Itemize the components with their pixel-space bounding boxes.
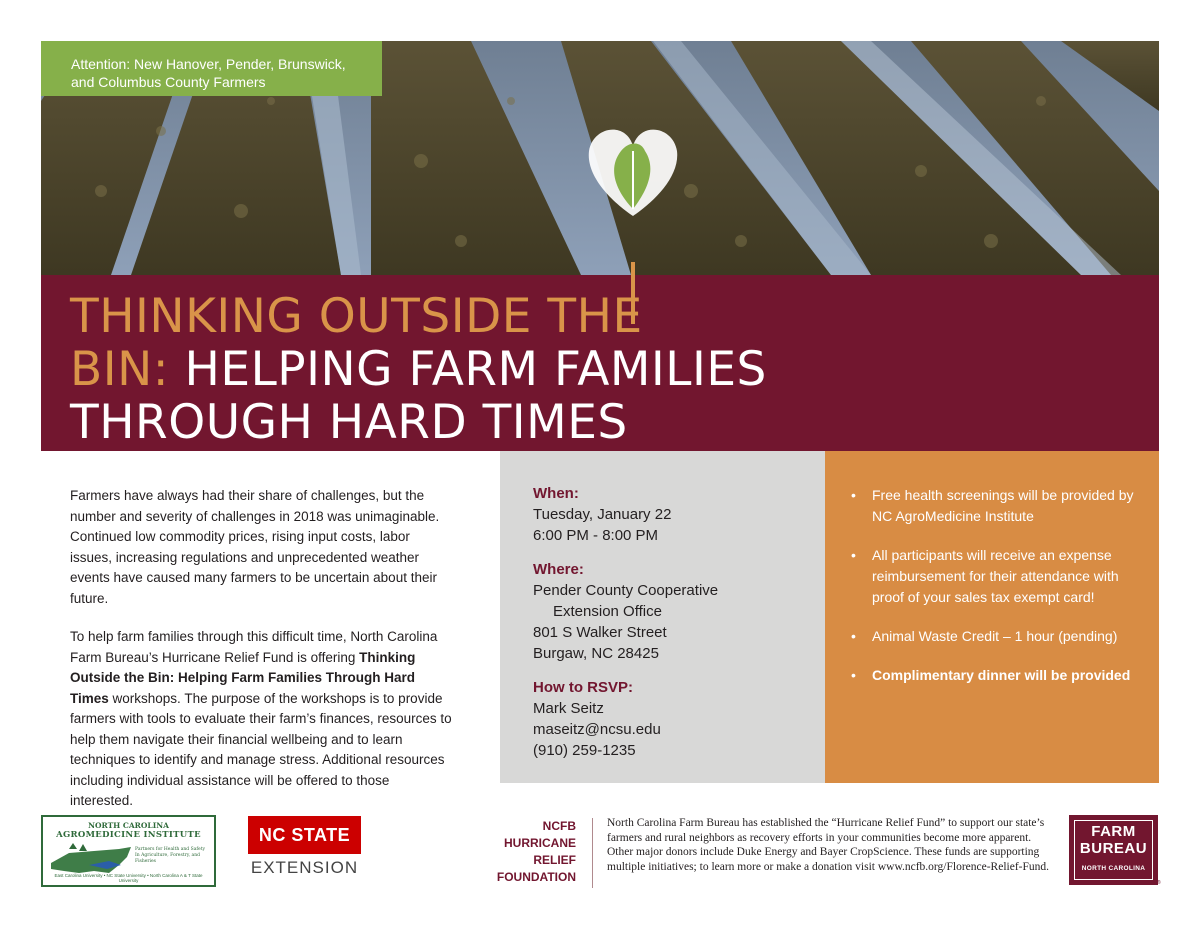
attention-line-1: Attention: New Hanover, Pender, Brunswick,	[71, 56, 346, 72]
agro-universities: East Carolina University • NC State University • North Carolina A & T State University	[54, 873, 203, 883]
where-line-3: 801 S Walker Street	[533, 624, 667, 641]
where-line-1: Pender County Cooperative	[533, 582, 719, 599]
highlight-text: Complimentary dinner will be provided	[872, 667, 1131, 683]
agro-line-2: AGROMEDICINE INSTITUTE	[56, 830, 201, 840]
footer-divider	[592, 818, 593, 888]
rsvp-phone[interactable]: (910) 259-1235	[533, 742, 636, 759]
bullet-icon: •	[851, 547, 856, 563]
ncstate-logo: NC STATE	[248, 816, 361, 854]
list-item	[851, 485, 1135, 527]
farm-bureau-logo	[1069, 815, 1158, 885]
intro-p2-start: To help farm families through this difficult time, North Carolina Farm Bureau’s Hurricane Relief Fund is offering	[70, 629, 438, 665]
intro-p2-bold: Thinking Outside the Bin: Helping Farm Families Through Hard Times	[70, 649, 416, 706]
title-line-2-orange: BIN:	[70, 342, 170, 397]
title-line-2	[70, 343, 767, 396]
where-label: Where:	[533, 561, 584, 578]
highlights-box	[825, 451, 1159, 783]
when-time: 6:00 PM - 8:00 PM	[533, 527, 659, 544]
bullet-icon: •	[851, 628, 856, 644]
rsvp-name: Mark Seitz	[533, 700, 604, 717]
when-date: Tuesday, January 22	[533, 506, 672, 523]
highlight-text: Free health screenings will be provided by NC AgroMedicine Institute	[872, 487, 1134, 524]
where-block	[533, 560, 825, 664]
bullet-icon: •	[851, 667, 856, 683]
title-line-1: THINKING OUTSIDE THE	[70, 289, 643, 344]
list-item	[851, 665, 1135, 686]
bullet-icon: •	[851, 487, 856, 503]
attention-line-2: and Columbus County Farmers	[71, 74, 266, 90]
agromedicine-logo	[41, 815, 216, 887]
highlight-text: All participants will receive an expense reimbursement for their attendance with proof of your sales tax exempt card!	[872, 547, 1119, 605]
rsvp-email[interactable]: maseitz@ncsu.edu	[533, 721, 661, 738]
attention-banner	[41, 41, 382, 96]
ncstate-extension-label: EXTENSION	[250, 858, 359, 877]
intro-text	[70, 486, 452, 812]
list-item	[851, 626, 1135, 647]
ncfb-line: FOUNDATION	[496, 870, 576, 884]
intro-paragraph-1: Farmers have always had their share of challenges, but the number and severity of challenges in 2018 was unimaginable. Continued low commodity prices, rising input costs, labor issues, increasing regulations and unprecedented weather events have caused many farmers to be uncertain about their future.	[70, 488, 440, 606]
nc-map-icon	[49, 843, 133, 877]
title-line-3: THROUGH HARD TIMES	[70, 395, 628, 450]
fb-line-2: BUREAU	[1079, 840, 1148, 857]
title-line-2-white: HELPING FARM FAMILIES	[169, 342, 767, 397]
ncfb-line: NCFB	[542, 819, 576, 833]
rsvp-block	[533, 678, 825, 761]
list-item	[851, 545, 1135, 608]
agro-line-1: NORTH CAROLINA	[88, 821, 169, 830]
page-title	[70, 290, 767, 449]
relief-fund-disclaimer: North Carolina Farm Bureau has established the “Hurricane Relief Fund” to support our state’s farmers and rural neighbors as recovery efforts in your communities become more apparent. Other major donors include Duke Energy and Bayer CropScience. These funds are supporting multiple initiatives; to learn more or make a donation visit www.ncfb.org/Florence-Relief-Fund.	[607, 817, 1050, 873]
where-line-4: Burgaw, NC 28425	[533, 645, 659, 662]
when-block	[533, 484, 825, 546]
rsvp-label: How to RSVP:	[533, 679, 633, 696]
intro-p2-end: workshops. The purpose of the workshops is to provide farmers with tools to evaluate their farm’s finances, resources to help them navigate their financial wellbeing and to learn techniques to identify and manage stress. Additional resources including individual assistance will be offered to those interested.	[70, 690, 452, 808]
fb-line-1: FARM	[1091, 823, 1136, 840]
event-details-box	[500, 451, 825, 783]
agro-tagline: Partners for Health and Safety In Agriculture, Forestry, and Fisheries	[135, 847, 206, 864]
highlights-list	[851, 485, 1135, 686]
ncfb-line: RELIEF	[533, 853, 576, 867]
highlight-text: Animal Waste Credit – 1 hour (pending)	[872, 628, 1118, 644]
where-line-2: Extension Office	[553, 603, 662, 620]
intro-paragraph-2	[70, 627, 452, 812]
ncfb-foundation-label	[490, 818, 576, 886]
when-label: When:	[533, 485, 579, 502]
ncfb-line: HURRICANE	[504, 836, 576, 850]
farm-bureau-logo-text	[1071, 823, 1156, 857]
registered-mark: ®	[1157, 880, 1161, 886]
fb-line-3: NORTH CAROLINA	[1081, 865, 1146, 872]
